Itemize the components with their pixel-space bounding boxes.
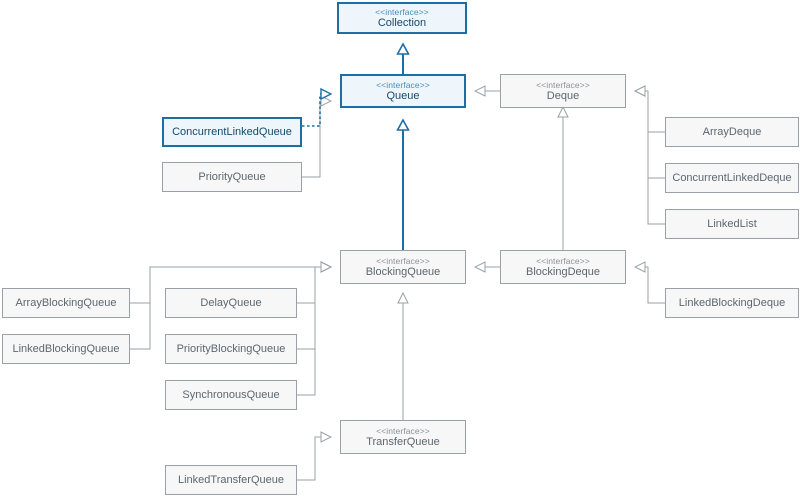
node-linkedblockingdeque-label: LinkedBlockingDeque <box>678 296 786 309</box>
node-concurrentlinkedqueue[interactable] <box>162 117 302 147</box>
node-arrayblockingqueue[interactable] <box>2 288 130 318</box>
node-delayqueue[interactable] <box>165 288 297 318</box>
node-priorityblockingqueue-label: PriorityBlockingQueue <box>176 342 286 355</box>
node-synchronousqueue-label: SynchronousQueue <box>182 388 280 401</box>
node-collection-stereotype: <<interface>> <box>375 6 429 17</box>
node-blockingdeque-label: BlockingDeque <box>526 265 600 278</box>
node-blockingqueue[interactable] <box>340 250 466 284</box>
node-linkedlist[interactable] <box>665 209 799 239</box>
node-linkedlist-label: LinkedList <box>707 217 757 230</box>
node-queue[interactable] <box>340 74 466 108</box>
node-linkedblockingdeque[interactable] <box>665 288 799 318</box>
node-linkedblockingqueue[interactable] <box>2 334 130 364</box>
node-blockingqueue-stereotype: <<interface>> <box>376 255 430 266</box>
node-concurrentlinkeddeque[interactable] <box>665 163 799 193</box>
node-queue-stereotype: <<interface>> <box>376 79 430 90</box>
node-delayqueue-label: DelayQueue <box>200 296 262 309</box>
node-deque-label: Deque <box>546 89 580 102</box>
node-synchronousqueue[interactable] <box>165 380 297 410</box>
node-collection-label: Collection <box>377 16 427 29</box>
node-blockingqueue-label: BlockingQueue <box>365 265 441 278</box>
node-concurrentlinkeddeque-label: ConcurrentLinkedDeque <box>672 171 792 184</box>
node-transferqueue-stereotype: <<interface>> <box>376 425 430 436</box>
node-linkedtransferqueue-label: LinkedTransferQueue <box>178 473 284 486</box>
node-deque[interactable] <box>500 74 626 108</box>
node-concurrentlinkedqueue-label: ConcurrentLinkedQueue <box>172 125 292 138</box>
node-collection[interactable] <box>337 2 467 34</box>
node-priorityqueue[interactable] <box>162 162 302 192</box>
node-deque-stereotype: <<interface>> <box>536 79 590 90</box>
node-queue-label: Queue <box>386 89 420 102</box>
node-linkedtransferqueue[interactable] <box>165 465 297 495</box>
node-arraydeque[interactable] <box>665 117 799 147</box>
node-blockingdeque-stereotype: <<interface>> <box>536 255 590 266</box>
node-arraydeque-label: ArrayDeque <box>702 125 762 138</box>
node-blockingdeque[interactable] <box>500 250 626 284</box>
node-priorityblockingqueue[interactable] <box>165 334 297 364</box>
node-linkedblockingqueue-label: LinkedBlockingQueue <box>12 342 120 355</box>
node-transferqueue-label: TransferQueue <box>366 435 440 448</box>
node-transferqueue[interactable] <box>340 420 466 454</box>
node-priorityqueue-label: PriorityQueue <box>198 170 266 183</box>
node-arrayblockingqueue-label: ArrayBlockingQueue <box>15 296 117 309</box>
